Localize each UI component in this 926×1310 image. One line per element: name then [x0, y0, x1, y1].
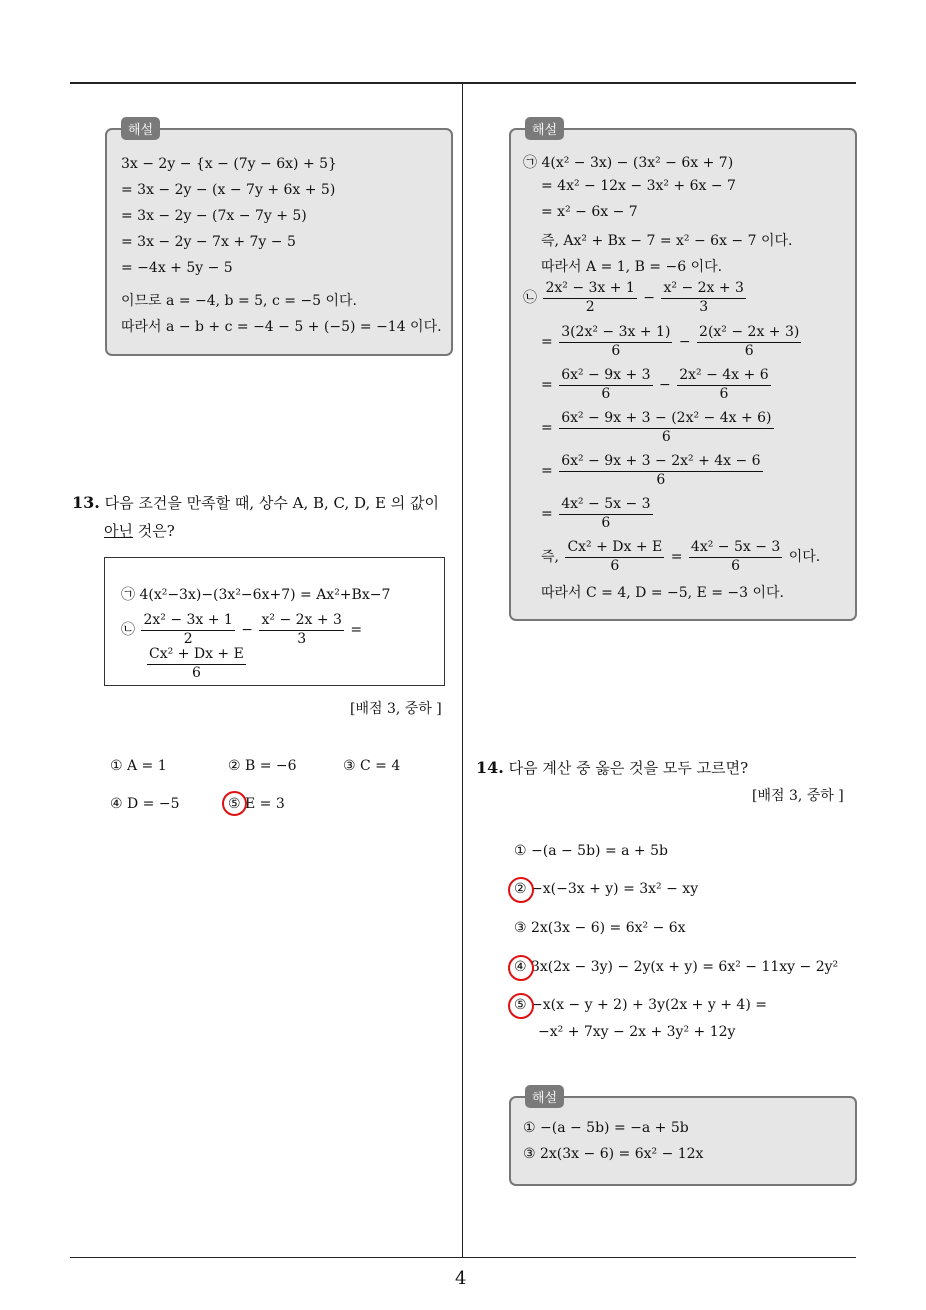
fraction: $\frac{\text{x² − 2x + 3}}{3}$	[261, 612, 342, 647]
solution-line: ③ 2x(3x − 6) = 6x² − 12x	[523, 1146, 704, 1162]
choice-3[interactable]: ③ C = 4	[343, 758, 401, 774]
solution-line: = 3x − 2y − 7x + 7y − 5	[121, 234, 296, 250]
solution-line: 즉, Ax² + Bx − 7 = x² − 6x − 7 이다.	[541, 233, 793, 249]
condition-label: ㉡	[523, 290, 537, 306]
fraction: $\frac{\text{6x² − 9x + 3 − 2x² + 4x − 6}}{6}$	[561, 453, 761, 488]
question-text: 다음 조건을 만족할 때, 상수 A, B, C, D, E 의 값이	[104, 494, 440, 512]
page-number: 4	[455, 1268, 467, 1289]
question-13-prompt	[72, 492, 439, 513]
solution-line: 따라서 C = 4, D = −5, E = −3 이다.	[541, 585, 785, 601]
answer-mark-circle	[508, 877, 534, 903]
solution-line	[541, 453, 765, 489]
fraction: $\frac{\text{6x² − 9x + 3 − (2x² − 4x + 6)}}{6}$	[561, 410, 772, 445]
question-14-prompt	[476, 757, 748, 778]
question-text: 것은?	[132, 522, 175, 540]
solution-text: 이다.	[788, 549, 821, 565]
choice-2[interactable]: ② −x(−3x + y) = 3x² − xy	[514, 881, 699, 897]
question-number: 13.	[72, 493, 100, 512]
solution-line: ㉠ 4(x² − 3x) − (3x² − 6x + 7)	[523, 155, 734, 171]
fraction: $\frac{\text{4x² − 5x − 3}}{6}$	[561, 496, 651, 531]
fraction: $\frac{\text{Cx² + Dx + E}}{6}$	[567, 539, 663, 574]
points-label: [배점 3, 중하 ]	[350, 701, 442, 717]
fraction: $\frac{\text{2x² − 3x + 1}}{2}$	[545, 280, 635, 315]
choice-1[interactable]: ① A = 1	[110, 758, 167, 774]
solution-line	[541, 367, 773, 403]
operator: =	[541, 420, 553, 436]
solution-line: = x² − 6x − 7	[541, 204, 638, 220]
solution-line: = 3x − 2y − (x − 7y + 6x + 5)	[121, 182, 336, 198]
choice-4[interactable]: ④ 3x(2x − 3y) − 2y(x + y) = 6x² − 11xy − 2y²	[514, 959, 839, 975]
answer-mark-circle	[508, 955, 534, 981]
choice-3[interactable]: ③ 2x(3x − 6) = 6x² − 6x	[514, 920, 686, 936]
operator: −	[659, 377, 671, 393]
answer-mark-circle	[222, 791, 247, 816]
choice-1[interactable]: ① −(a − 5b) = a + 5b	[514, 843, 668, 859]
solution-line: = 4x² − 12x − 3x² + 6x − 7	[541, 178, 736, 194]
answer-mark-circle	[508, 993, 534, 1019]
column-divider	[462, 82, 463, 1258]
points-label: [배점 3, 중하 ]	[752, 788, 844, 804]
fraction: $\frac{\text{2x² − 3x + 1}}{2}$	[143, 612, 233, 647]
choice-5-continuation: −x² + 7xy − 2x + 3y² + 12y	[538, 1024, 736, 1040]
solution-line: = −4x + 5y − 5	[121, 260, 233, 276]
solution-line	[541, 496, 655, 532]
solution-tag: 해설	[121, 117, 160, 140]
solution-tag: 해설	[525, 1085, 564, 1108]
condition-1: ㉠ 4(x²−3x)−(3x²−6x+7) = Ax²+Bx−7	[121, 587, 391, 603]
question-text: 다음 계산 중 옳은 것을 모두 고르면?	[508, 759, 749, 777]
fraction: $\frac{\text{6x² − 9x + 3}}{6}$	[561, 367, 651, 402]
operator: =	[541, 463, 553, 479]
solution-line: 이므로 a = −4, b = 5, c = −5 이다.	[121, 293, 357, 309]
question-13-prompt-line2	[104, 520, 175, 541]
solution-line	[541, 410, 776, 446]
solution-line	[541, 539, 820, 575]
solution-box-14	[509, 1091, 857, 1186]
operator: =	[541, 334, 553, 350]
choice-5[interactable]: ⑤ −x(x − y + 2) + 3y(2x + y + 4) =	[514, 997, 767, 1013]
question-number: 14.	[476, 758, 504, 777]
choice-5[interactable]: ⑤ E = 3	[228, 796, 285, 812]
solution-line: 따라서 A = 1, B = −6 이다.	[541, 259, 723, 275]
operator: =	[350, 622, 363, 638]
solution-line: 3x − 2y − {x − (7y − 6x) + 5}	[121, 156, 337, 172]
solution-tag: 해설	[525, 117, 564, 140]
fraction: $\frac{\text{Cx² + Dx + E}}{6}$	[149, 646, 244, 681]
fraction: $\frac{\text{x² − 2x + 3}}{3}$	[663, 280, 744, 315]
solution-box-12	[105, 123, 453, 356]
operator: −	[643, 290, 656, 306]
solution-line	[541, 324, 803, 360]
solution-line: = 3x − 2y − (7x − 7y + 5)	[121, 208, 307, 224]
solution-line: ① −(a − 5b) = −a + 5b	[523, 1120, 689, 1136]
condition-2-rhs	[145, 646, 248, 682]
fraction: $\frac{\text{2(x² − 2x + 3)}}{6}$	[699, 324, 800, 359]
solution-box-13	[509, 123, 857, 621]
fraction: $\frac{\text{3(2x² − 3x + 1)}}{6}$	[561, 324, 671, 359]
top-rule	[70, 82, 856, 84]
fraction: $\frac{\text{2x² − 4x + 6}}{6}$	[679, 367, 769, 402]
solution-line	[523, 280, 748, 316]
operator: =	[541, 506, 553, 522]
fraction: $\frac{\text{4x² − 5x − 3}}{6}$	[690, 539, 781, 574]
condition-box	[104, 557, 445, 686]
emphasis-underlined: 아닌	[104, 522, 133, 540]
choice-2[interactable]: ② B = −6	[228, 758, 297, 774]
operator: =	[670, 549, 683, 565]
operator: −	[678, 334, 691, 350]
condition-2	[121, 612, 362, 648]
operator: −	[241, 622, 254, 638]
bottom-rule	[70, 1257, 856, 1258]
solution-text: 즉,	[541, 549, 559, 565]
operator: =	[541, 377, 553, 393]
solution-line: 따라서 a − b + c = −4 − 5 + (−5) = −14 이다.	[121, 319, 442, 335]
condition-label: ㉡	[121, 622, 135, 638]
choice-4[interactable]: ④ D = −5	[110, 796, 180, 812]
